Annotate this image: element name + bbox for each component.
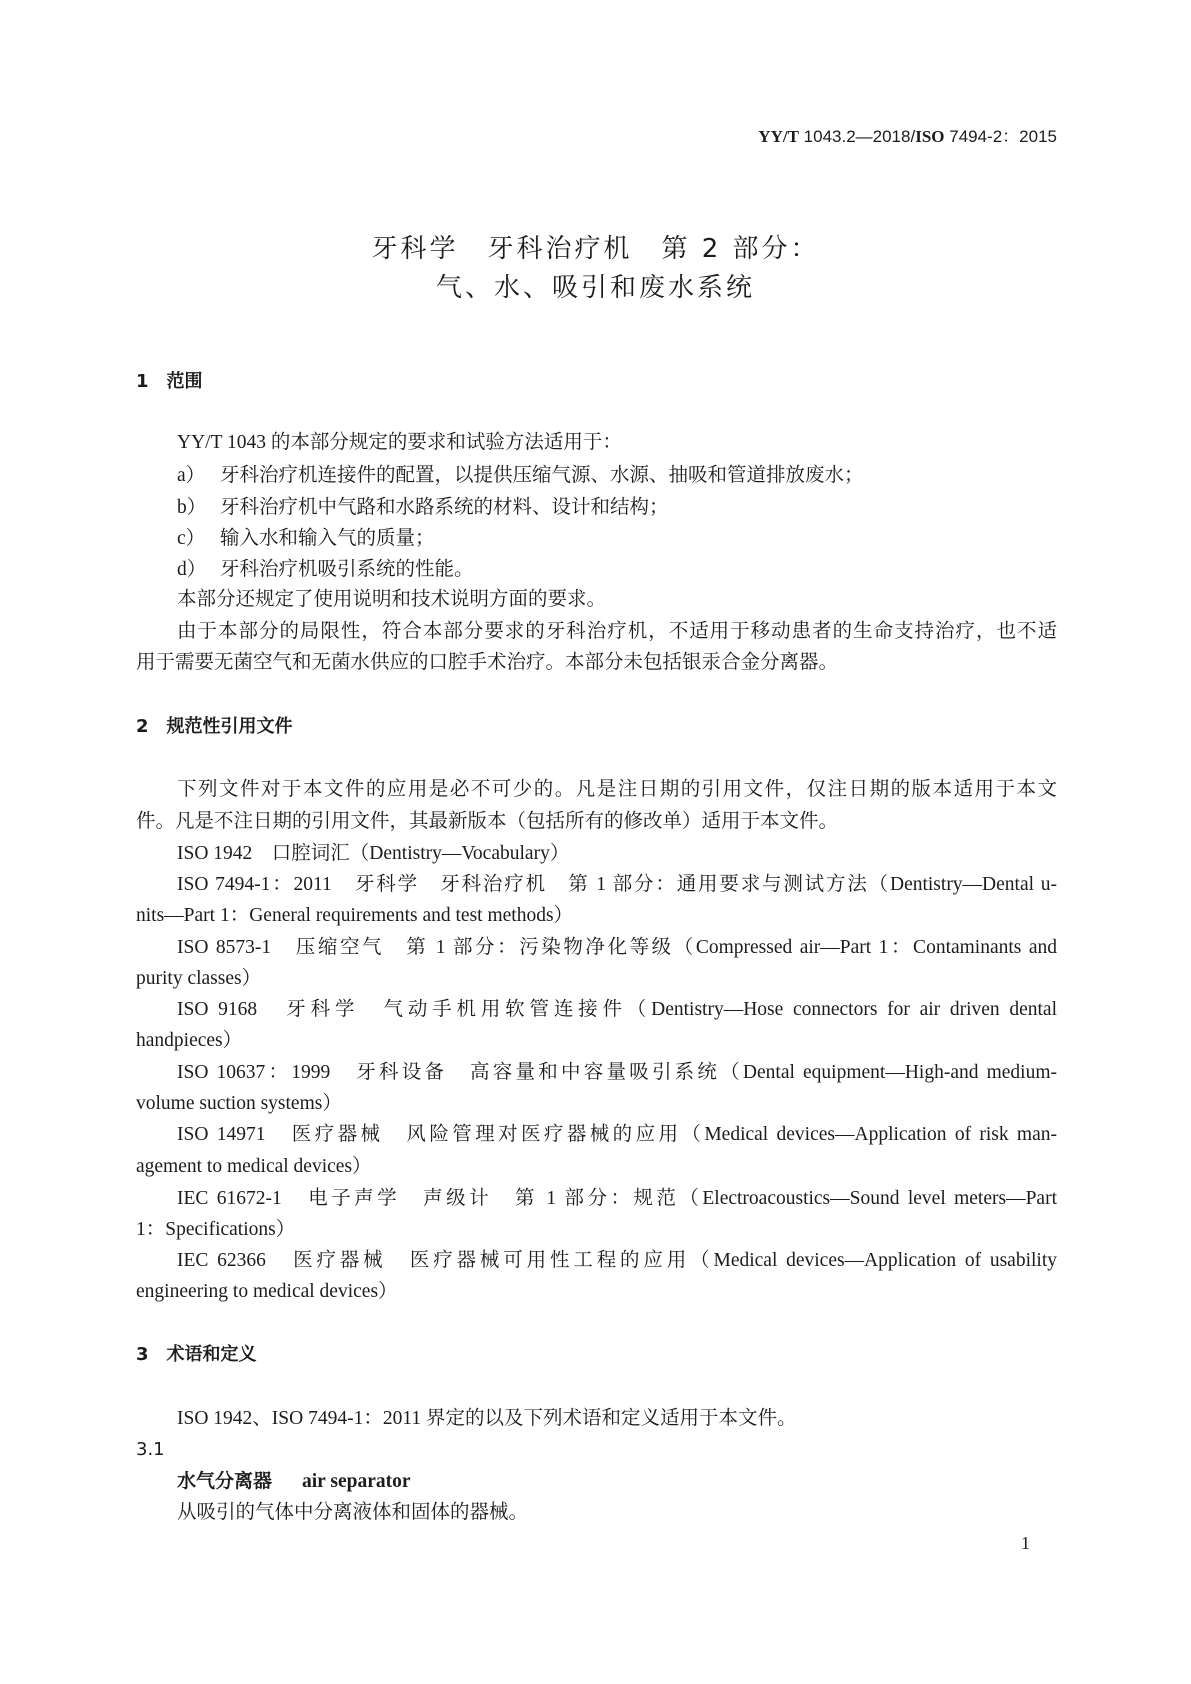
standard-prefix: YY/T [758, 127, 799, 146]
reference-line: ISO 9168 牙科学 气动手机用软管连接件（Dentistry—Hose connectors for air driven dental [177, 999, 1057, 1020]
list-item-text: 牙科治疗机中气路和水路系统的材料、设计和结构； [220, 497, 669, 518]
reference-line: volume suction systems） [136, 1093, 342, 1114]
page-header-standard-number [758, 124, 1057, 150]
list-marker: c） [177, 528, 206, 549]
reference-line: ISO 10637：1999 牙科设备 高容量和中容量吸引系统（Dental equipment—High-and medium- [177, 1062, 1057, 1083]
section-heading-terms-definitions: 3 术语和定义 [136, 1344, 257, 1365]
term-english: air separator [302, 1471, 411, 1492]
paragraph-line: 本部分还规定了使用说明和技术说明方面的要求。 [177, 589, 607, 610]
paragraph-line: 件。凡是不注日期的引用文件，其最新版本（包括所有的修改单）适用于本文件。 [136, 811, 839, 832]
reference-line: agement to medical devices） [136, 1156, 372, 1177]
list-item-text: 输入水和输入气的质量； [220, 528, 435, 549]
list-item-d [177, 554, 1057, 585]
paragraph-line: ISO 1942、ISO 7494-1：2011 界定的以及下列术语和定义适用于本文件。 [177, 1408, 797, 1429]
list-item-text: 牙科治疗机吸引系统的性能。 [220, 559, 474, 580]
section-heading-normative-references: 2 规范性引用文件 [136, 716, 293, 737]
standard-number: 1043.2—2018/ [803, 127, 916, 146]
term-definition: 从吸引的气体中分离液体和固体的器械。 [177, 1502, 529, 1523]
iso-prefix: ISO [915, 127, 945, 146]
list-marker: a） [177, 465, 206, 486]
reference-line: nits—Part 1：General requirements and test methods） [136, 905, 574, 926]
reference-line: ISO 7494-1：2011 牙科学 牙科治疗机 第 1 部分：通用要求与测试方法（Dentistry—Dental u- [177, 874, 1057, 895]
reference-line: ISO 14971 医疗器械 风险管理对医疗器械的应用（Medical devices—Application of risk man- [177, 1124, 1057, 1145]
list-marker: d） [177, 559, 207, 580]
paragraph-line: YY/T 1043 的本部分规定的要求和试验方法适用于： [177, 432, 622, 453]
term-chinese: 水气分离器 [177, 1470, 273, 1492]
iso-number: 7494-2：2015 [949, 127, 1057, 146]
document-title-line-2: 气、水、吸引和废水系统 [435, 273, 755, 303]
list-item-text: 牙科治疗机连接件的配置，以提供压缩气源、水源、抽吸和管道排放废水； [220, 465, 864, 486]
reference-line: purity classes） [136, 968, 262, 989]
reference-line: engineering to medical devices） [136, 1281, 398, 1302]
reference-line: handpieces） [136, 1030, 243, 1051]
reference-line: IEC 61672-1 电子声学 声级计 第 1 部分：规范（Electroacoustics—Sound level meters—Part [177, 1188, 1057, 1209]
paragraph-line: 由于本部分的局限性，符合本部分要求的牙科治疗机，不适用于移动患者的生命支持治疗，也不适 [177, 621, 1057, 642]
paragraph-line: 下列文件对于本文件的应用是必不可少的。凡是注日期的引用文件，仅注日期的版本适用于本文 [177, 779, 1057, 800]
term-number: 3.1 [136, 1439, 165, 1460]
list-item-c [177, 523, 1057, 554]
reference-line: ISO 8573-1 压缩空气 第 1 部分：污染物净化等级（Compressed air—Part 1：Contaminants and [177, 937, 1057, 958]
document-title-line-1: 牙科学 牙科治疗机 第 2 部分： [371, 234, 820, 264]
section-heading-scope: 1 范围 [136, 371, 203, 392]
list-item-b [177, 492, 1057, 523]
list-item-a [177, 460, 1057, 491]
list-marker: b） [177, 497, 207, 518]
reference-line: ISO 1942 口腔词汇（Dentistry—Vocabulary） [177, 843, 570, 864]
term-entry [177, 1466, 1057, 1497]
paragraph-line: 用于需要无菌空气和无菌水供应的口腔手术治疗。本部分未包括银汞合金分离器。 [136, 652, 839, 673]
page-number: 1 [1021, 1533, 1030, 1553]
reference-line: 1：Specifications） [136, 1219, 296, 1240]
reference-line: IEC 62366 医疗器械 医疗器械可用性工程的应用（Medical devices—Application of usability [177, 1250, 1057, 1271]
